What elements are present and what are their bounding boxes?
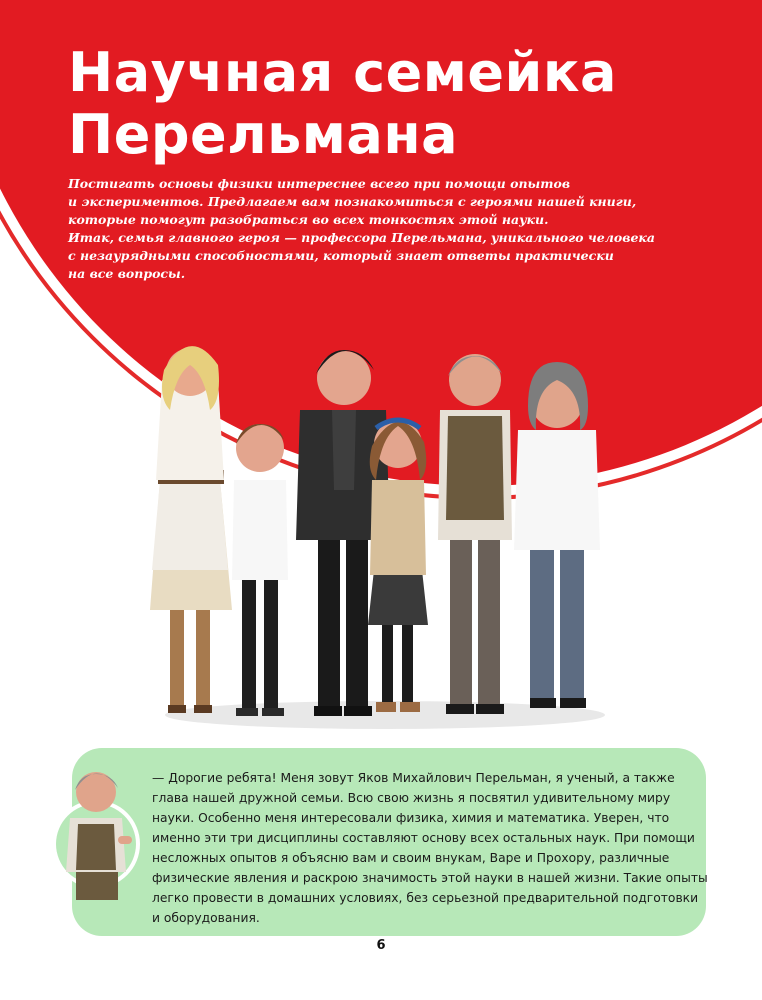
speech-line: и оборудования.: [152, 911, 260, 925]
intro-line: с незаурядными способностями, который знает ответы практически: [68, 248, 614, 263]
speech-line: науки. Особенно меня интересовали физика, химия и математика. Уверен, что: [152, 811, 670, 825]
speech-line: — Дорогие ребята! Меня зовут Яков Михайлович Перельман, я ученый, а также: [152, 771, 675, 785]
intro-line: Итак, семья главного героя — профессора Перельмана, уникального человека: [68, 230, 655, 245]
speech-line: физические явления и раскрою значимость этой науки в нашей жизни. Такие опыты: [152, 871, 708, 885]
page-number: 6: [376, 938, 386, 953]
title-line-2: Перельмана: [68, 103, 459, 166]
character-girl: [368, 420, 428, 712]
speech-line: легко провести в домашних условиях, без серьезной предварительной подготовки: [152, 891, 699, 905]
grandfather-avatar: [40, 752, 140, 902]
intro-line: Постигать основы физики интереснее всего при помощи опытов: [68, 176, 571, 191]
intro-paragraph: [68, 175, 655, 283]
speech-line: именно эти три дисциплины составляют основу всех остальных наук. При помощи: [152, 831, 695, 845]
intro-line: на все вопросы.: [68, 266, 186, 281]
grandfather-speech: [152, 768, 708, 928]
page-title: [68, 42, 617, 166]
character-boy: [232, 424, 288, 716]
character-mother: [150, 346, 232, 713]
family-illustration: [150, 320, 620, 740]
speech-line: несложных опытов я объясню вам и своим внукам, Варе и Прохору, различные: [152, 851, 670, 865]
intro-line: которые помогут разобраться во всех тонкостях этой науки.: [68, 212, 549, 227]
character-grandfather: [438, 354, 512, 714]
speech-line: глава нашей дружной семьи. Всю свою жизнь я посвятил удивительному миру: [152, 791, 671, 805]
intro-line: и экспериментов. Предлагаем вам познакомиться с героями нашей книги,: [68, 194, 637, 209]
title-line-1: Научная семейка: [68, 41, 617, 104]
character-grandmother: [514, 362, 600, 708]
